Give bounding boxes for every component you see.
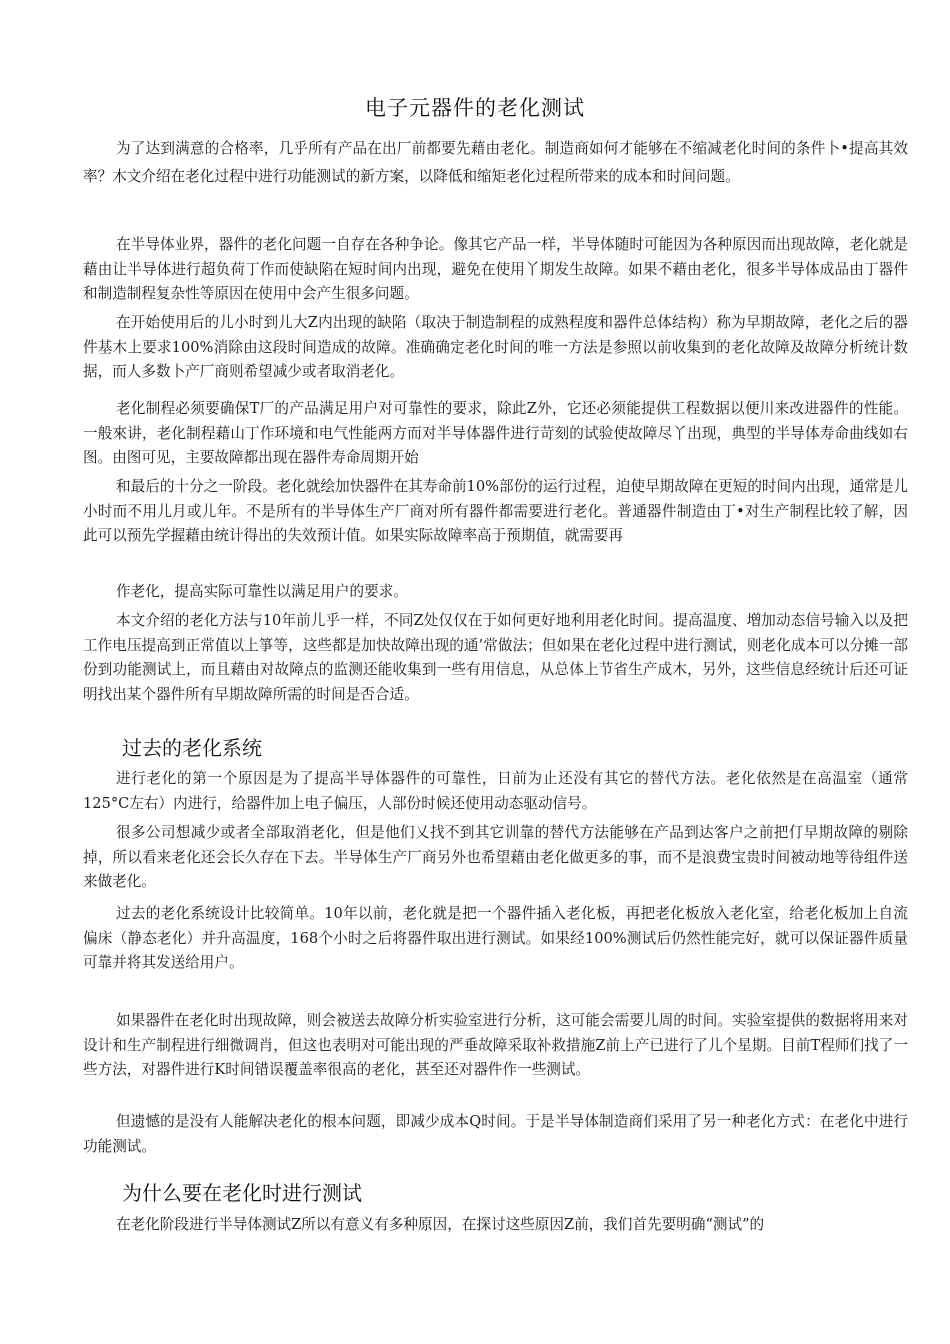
paragraph-10: 如果器件在老化时出现故障，则会被送去故障分析实验室进行分析，这可能会需要儿周的时间。实验室提供的数据将用来对设计和生产制程进行细微调肖，但这也表明对可能出现的严垂故障采取补救措施Z前上产已进行了儿个星期。目前T程师们找了一些方法，对器件进行K时间错误覆盖率很高的老化，甚至还对器件作一些测试。: [83, 1012, 908, 1078]
paragraph-7: 进行老化的第一个原因是为了提高半导体器件的可靠性，日前为止还没有其它的替代方法。老化依然是在高温室（通常125°C左右）内进行，给器件加上电子偏压，人部份时候还使用动态驱动信号。: [83, 770, 908, 812]
paragraph-3: 老化制程必须要确保T厂的产品满足用户对可靠性的要求，除此Z外，它还必须能提供工程数据以便川来改进器件的性能。一般來讲，老化制程藉山丁作环境和电气性能两方而对半导体器件进行苛刻的试验使故障尽丫出现，典型的半导体寿命曲线如右图。由图可见，主要故障都出现在器件寿命周期开始: [83, 400, 908, 466]
document-title: 电子元器件的老化测试: [365, 96, 585, 120]
paragraph-12: 在老化阶段进行半导体测试Z所以有意义有多种原因，在探讨这些原因Z前，我们首先要明确“测试”的: [116, 1216, 765, 1233]
paragraph-6: 本文介绍的老化方法与10年前儿乎一样，不同Z处仅仅在于如何更好地利用老化时间。提高温度、増加动态信号输入以及把工作电压提高到正常值以上箏等，这些都是加快故障出现的通’常做法；但如果在老化过程中进行测试，则老化成本可以分摊一部份到功能测试上，而且藉由对故障点的监测还能收集到一些有用信息，从总体上节省生产成木，另外，这些信息经统计后还可证明找出某个器件所有早期故障所需的时间是否合适。: [83, 612, 908, 703]
paragraph-2: 在开始使用后的儿小时到儿大Z内出现的缺陷（取决于制造制程的成熟程度和器件总体结构）称为早期故障，老化之后的器件基木上要求100%消除由这段时间造成的故障。准确确定老化时间的唯一方法是参照以前收集到的老化故障及故障分析统计数据，而人多数卜产厂商则希望减少或者取消老化。: [83, 314, 908, 380]
paragraph-4: 和最后的十分之一阶段。老化就绘加快器件在其寿命前10%部份的运行过程，迫使早期故障在更短的时间内出现，通常是儿小时而不用儿月或儿年。不是所有的半导体生产厂商对所有器件都需要进行老化。普通器件制造由丁•对生产制程比较了解，因此可以预先学握藉由统计得出的失效预计值。如果实际故障率高于预期值，就需要再: [83, 478, 908, 544]
paragraph-intro: 为了达到满意的合格率，几乎所有产品在出厂前都要先藉由老化。制造商如何才能够在不缩减老化时间的条件卜•提高其效率？木文介绍在老化过程中进行功能测试的新方案，以降低和缩矩老化过程所带来的成本和时间问题。: [83, 140, 908, 185]
paragraph-11: 但遗憾的是没有人能解决老化的根本问题，即减少成本Q时间。于是半导体制造商们采用了另一种老化方式：在老化中进行功能测试。: [83, 1113, 908, 1155]
paragraph-5: 作老化，提高实际可靠性以满足用户的要求。: [116, 583, 408, 600]
paragraph-8: 很多公司想减少或者全部取消老化，但是他们乂找不到其它训靠的替代方法能够在产品到达客户之前把仃早期故障的剔除掉，所以看来老化还会长久存在下去。半导体生产厂商另外也希望藉由老化做更多的事，而不是浪费宝贵时间被动地等待组件送来做老化。: [83, 824, 908, 890]
paragraph-1: 在半导体业界，器件的老化问题一自存在各种争论。像其它产品一样，半导体随时可能因为各种原因而出现故障，老化就是藉由让半导体进行超负荷丁作而使缺陷在短时间内出现，避免在使用丫期发生故障。如果不藉由老化，很多半导体成品由丁器件和制造制程复杂性等原因在使用中会产生很多问题。: [83, 236, 908, 302]
section-heading-why-test: 为什么要在老化时进行测试: [122, 1181, 362, 1205]
section-heading-past-systems: 过去的老化系统: [122, 736, 262, 760]
paragraph-9: 过去的老化系统设计比较简单。10年以前，老化就是把一个器件插入老化板，再把老化板放入老化室，给老化板加上自流偏床（静态老化）并升高温度，168个小时之后将器件取出进行测试。如果经100%测试后仍然性能完好，就可以保证器件质量可靠并将其发送给用户。: [83, 905, 908, 971]
